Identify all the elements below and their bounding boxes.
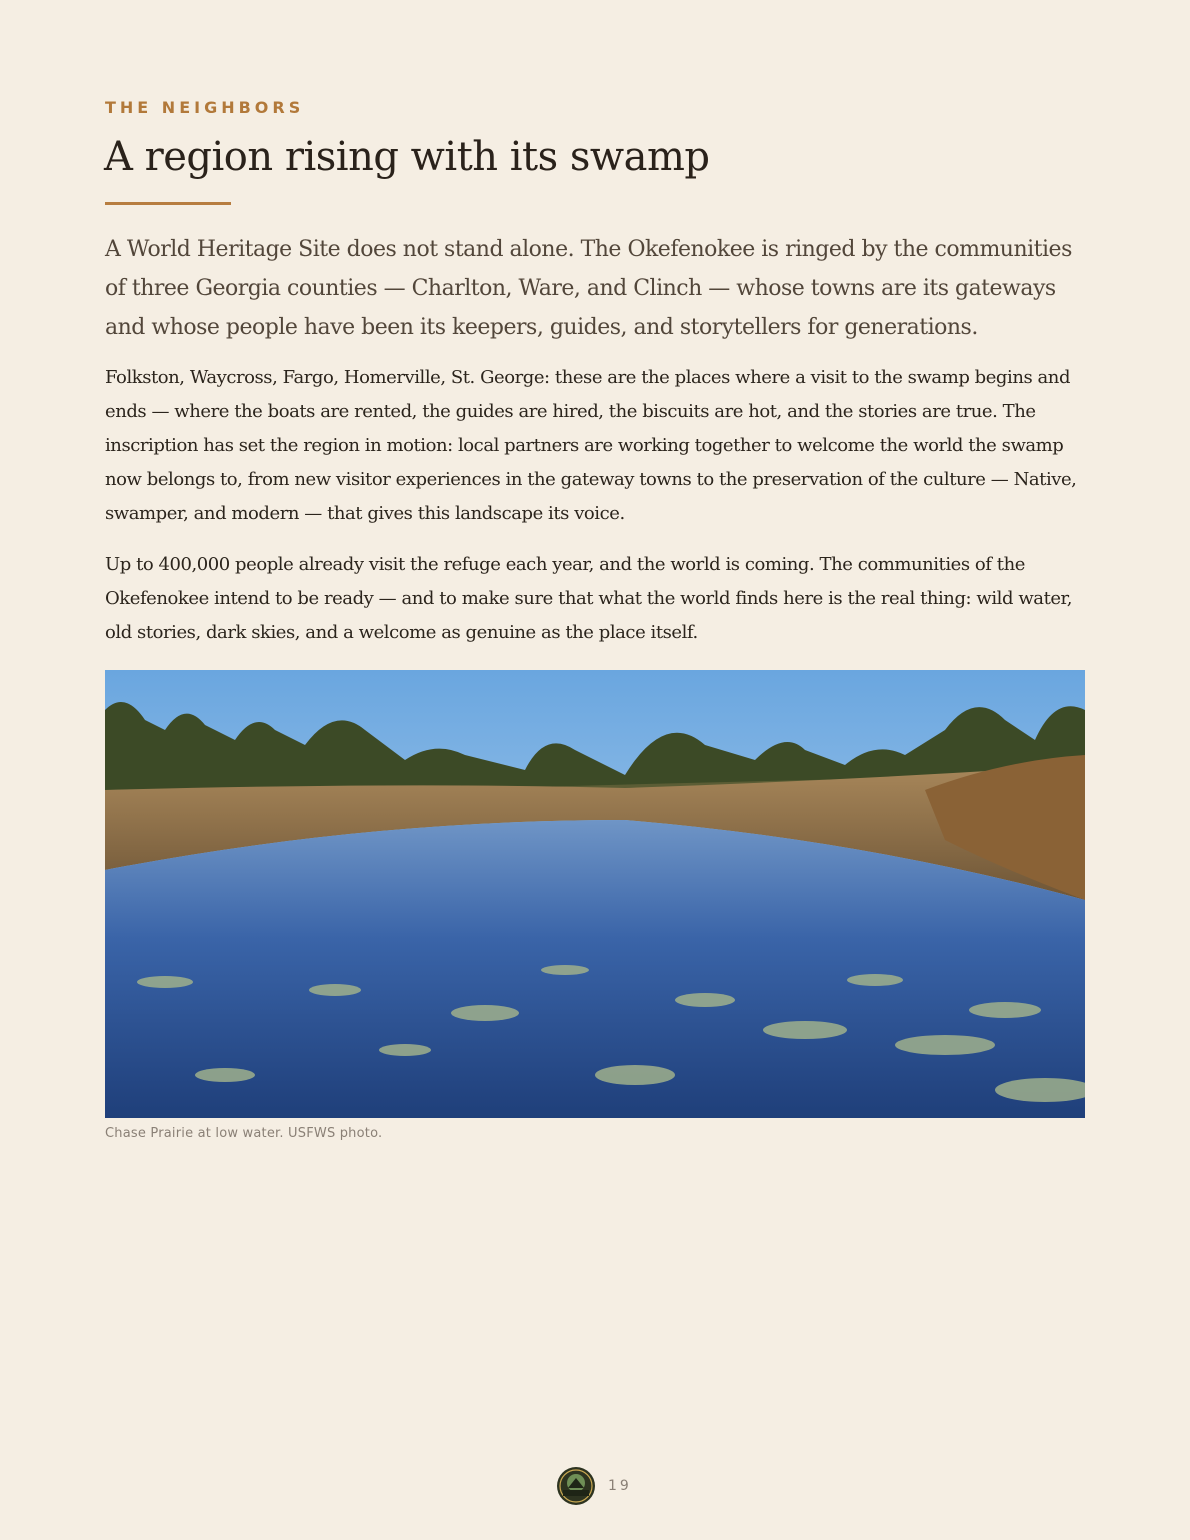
swamp-landscape-photo (105, 670, 1085, 1118)
page-title: A region rising with its swamp (104, 134, 710, 180)
page-footer (556, 1466, 632, 1506)
blackwater-seal-logo (556, 1466, 596, 1506)
body-paragraph-2: Up to 400,000 people already visit the refuge each year, and the world is coming. The communities of the Okefenokee intend to be ready — and to make sure that what the world finds here is the real thing: wild water, old stories, dark skies, and a welcome as genuine as the place itself. (105, 554, 1072, 643)
page-number: 19 (608, 1478, 632, 1494)
photo-caption: Chase Prairie at low water. USFWS photo. (105, 1126, 383, 1141)
lead-paragraph: A World Heritage Site does not stand alone. The Okefenokee is ringed by the communities of three Georgia counties — Charlton, Ware, and Clinch — whose towns are its gateways and whose people have been its keepers, guides, and storytellers for generations. (105, 237, 1072, 340)
title-underline (105, 202, 231, 205)
body-paragraph-1: Folkston, Waycross, Fargo, Homerville, St. George: these are the places where a visit to the swamp begins and ends — where the boats are rented, the guides are hired, the biscuits are hot, and the stories are true. The inscription has set the region in motion: local partners are working together to welcome the world the swamp now belongs to, from new visitor experiences in the gateway towns to the preservation of the culture — Native, swamper, and modern — that gives this landscape its voice. (105, 367, 1077, 524)
section-eyebrow: THE NEIGHBORS (105, 98, 305, 117)
